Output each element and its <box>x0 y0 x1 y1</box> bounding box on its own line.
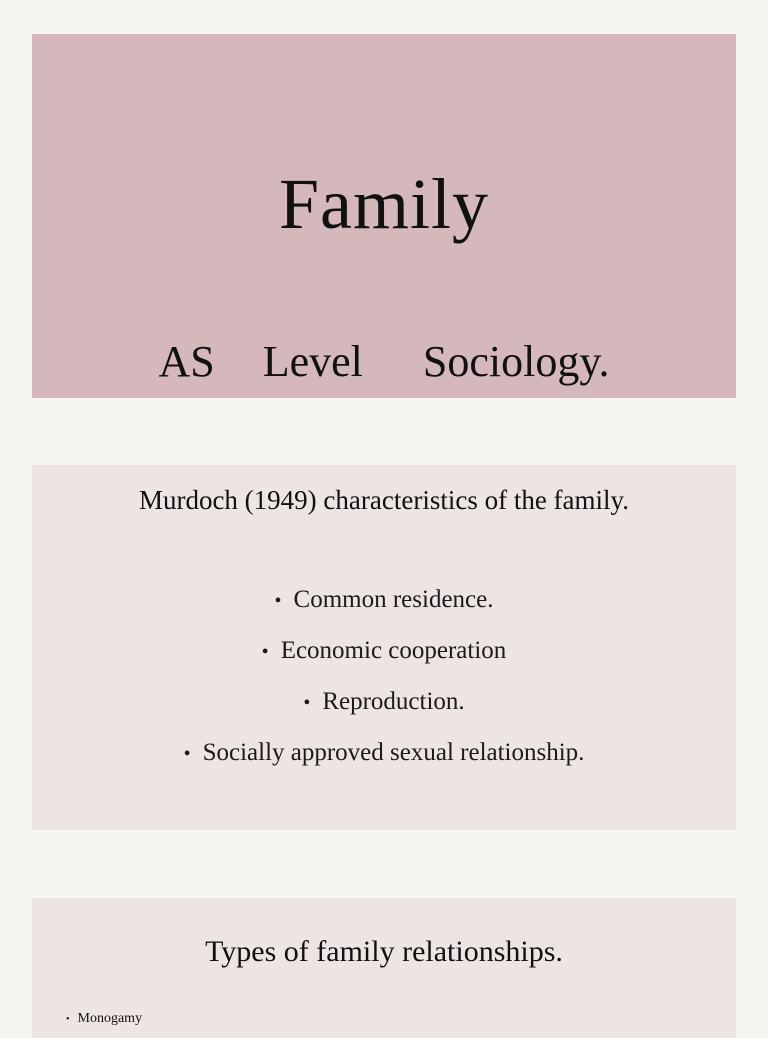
list-item <box>32 677 736 728</box>
list-item <box>32 626 736 677</box>
slide-subtitle <box>32 336 736 388</box>
types-bullet-list <box>66 1010 142 1029</box>
bullet-icon: • <box>183 743 191 765</box>
list-item-text: Socially approved sexual relationship. <box>202 739 585 766</box>
list-item-text: Common residence. <box>293 586 494 613</box>
subtitle-word-as: AS <box>158 337 215 386</box>
list-item <box>32 575 736 626</box>
subtitle-word-sociology: Sociology. <box>422 337 610 386</box>
bullet-icon: • <box>303 692 311 714</box>
murdoch-heading: Murdoch (1949) characteristics of the family. <box>138 485 630 515</box>
types-slide <box>32 898 736 1038</box>
bullet-icon: • <box>274 590 282 612</box>
bullet-icon: • <box>66 1014 70 1025</box>
murdoch-bullet-list <box>32 575 736 779</box>
list-item-text: Economic cooperation <box>280 637 507 664</box>
list-item <box>32 728 736 779</box>
bullet-icon: • <box>261 641 269 663</box>
list-item-text: Monogamy <box>77 1011 143 1026</box>
murdoch-slide <box>32 465 736 830</box>
slide-title: Family <box>278 164 489 244</box>
types-heading: Types of family relationships. <box>205 935 563 968</box>
title-slide <box>32 34 736 398</box>
list-item <box>66 1010 142 1029</box>
list-item-text: Reproduction. <box>322 688 465 715</box>
subtitle-word-level: Level <box>262 337 363 386</box>
